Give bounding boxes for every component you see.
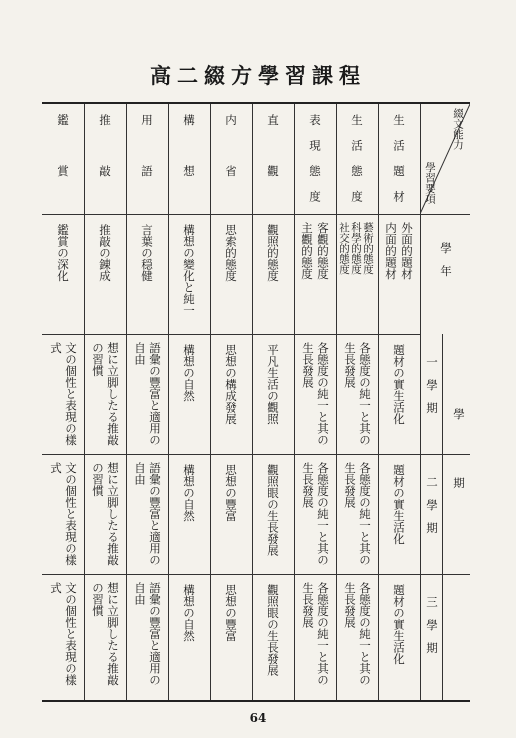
term-cell: 自由 xyxy=(133,342,147,365)
page-title: 高二綴方學習課程 xyxy=(150,63,366,88)
year-row-rule xyxy=(42,334,420,335)
col-rule xyxy=(168,104,169,700)
year-cell: 構想の變化と純一 xyxy=(182,224,196,316)
column-header: 構 想 xyxy=(182,114,196,191)
term-cell: 自由 xyxy=(133,462,147,485)
term-cell: 生長發展 xyxy=(301,582,315,628)
term-cell: 自由 xyxy=(133,582,147,605)
year-cell: 鑑賞の深化 xyxy=(56,224,70,282)
year-cell: 社交的態度 xyxy=(338,222,350,275)
term-cell: 文の個性と表現の樣 xyxy=(64,462,78,566)
curriculum-table xyxy=(42,102,470,702)
term-cell: 式 xyxy=(49,582,63,594)
term-cell: 題材の實生活化 xyxy=(392,344,406,425)
term-cell: 構想の自然 xyxy=(182,344,196,402)
column-header: 内 省 xyxy=(224,114,238,191)
term-cell: 構想の自然 xyxy=(182,464,196,522)
term-cell: 生長發展 xyxy=(343,342,357,388)
term-cell: 生長發展 xyxy=(343,462,357,508)
term-cell: 題材の實生活化 xyxy=(392,464,406,545)
term-cell: 文の個性と表現の樣 xyxy=(64,582,78,686)
column-header: 用 語 xyxy=(140,114,154,191)
column-header: 推 敲 xyxy=(98,114,112,191)
term-cell: 語彙の豐富と適用の xyxy=(148,462,162,566)
term-cell: の習慣 xyxy=(91,582,105,617)
col-rule xyxy=(336,104,337,700)
col-rule xyxy=(210,104,211,700)
column-header: 生活態度 xyxy=(350,114,364,216)
term-cell: 題材の實生活化 xyxy=(392,584,406,665)
column-header: 生活題材 xyxy=(392,114,406,216)
term-cell: 語彙の豐富と適用の xyxy=(148,582,162,686)
term-cell: 式 xyxy=(49,462,63,474)
term-cell: の習慣 xyxy=(91,462,105,497)
col-rule xyxy=(84,104,85,700)
col-rule xyxy=(252,104,253,700)
corner-top-label: 綴文能力 xyxy=(452,108,464,150)
col-rule xyxy=(294,104,295,700)
year-label: 學 年 xyxy=(439,242,453,277)
term-cell: 各態度の純一と其の xyxy=(358,582,372,686)
term-cell: 生長發展 xyxy=(301,462,315,508)
term2-label: 二 學 期 xyxy=(425,476,439,534)
page-number: 64 xyxy=(249,711,267,725)
gakki-label: 學 期 xyxy=(452,408,466,489)
term-cell: 構想の自然 xyxy=(182,584,196,642)
year-cell: 内面的題材 xyxy=(384,222,398,280)
term-cell: 觀照眼の生長發展 xyxy=(266,464,280,556)
term-cell: 各態度の純一と其の xyxy=(358,342,372,446)
year-cell: 思索的態度 xyxy=(224,224,238,282)
corner-bottom-label: 學習要項 xyxy=(424,162,436,204)
year-cell: 外面的題材 xyxy=(400,222,414,280)
term-cell: 想に立脚したる推敲 xyxy=(106,462,120,566)
year-cell: 觀照的態度 xyxy=(266,224,280,282)
year-cell: 主觀的態度 xyxy=(300,222,314,280)
year-cell: 科學的態度 xyxy=(350,222,362,275)
term-cell: 各態度の純一と其の xyxy=(316,462,330,566)
year-cell: 推敲の錬成 xyxy=(98,224,112,282)
term-cell: 平凡生活の觀照 xyxy=(266,344,280,425)
term1-label: 一 學 期 xyxy=(425,356,439,414)
column-header: 表現態度 xyxy=(308,114,322,216)
column-header: 直 觀 xyxy=(266,114,280,191)
term1-row-rule xyxy=(42,454,470,455)
term-cell: 各態度の純一と其の xyxy=(358,462,372,566)
term-cell: 思想の構成發展 xyxy=(224,344,238,425)
term-cell: 想に立脚したる推敲 xyxy=(106,342,120,446)
year-cell: 客觀的態度 xyxy=(316,222,330,280)
term2-row-rule xyxy=(42,574,470,575)
col-rule xyxy=(378,104,379,700)
term-cell: 各態度の純一と其の xyxy=(316,582,330,686)
term3-label: 三 學 期 xyxy=(425,596,439,654)
term-label-rule xyxy=(442,334,443,700)
col-rule xyxy=(126,104,127,700)
term-cell: 文の個性と表現の樣 xyxy=(64,342,78,446)
term-cell: 語彙の豐富と適用の xyxy=(148,342,162,446)
term-cell: 觀照眼の生長發展 xyxy=(266,584,280,676)
term-cell: 生長發展 xyxy=(301,342,315,388)
year-cell: 藝術的態度 xyxy=(362,222,374,275)
year-cell: 言葉の穏健 xyxy=(140,224,154,282)
column-header: 鑑 賞 xyxy=(56,114,70,191)
term-cell: 思想の豐富 xyxy=(224,464,238,522)
term-cell: 思想の豐富 xyxy=(224,584,238,642)
term-cell: 生長發展 xyxy=(343,582,357,628)
term-cell: 各態度の純一と其の xyxy=(316,342,330,446)
term-cell: 想に立脚したる推敲 xyxy=(106,582,120,686)
term-cell: の習慣 xyxy=(91,342,105,377)
term-cell: 式 xyxy=(49,342,63,354)
